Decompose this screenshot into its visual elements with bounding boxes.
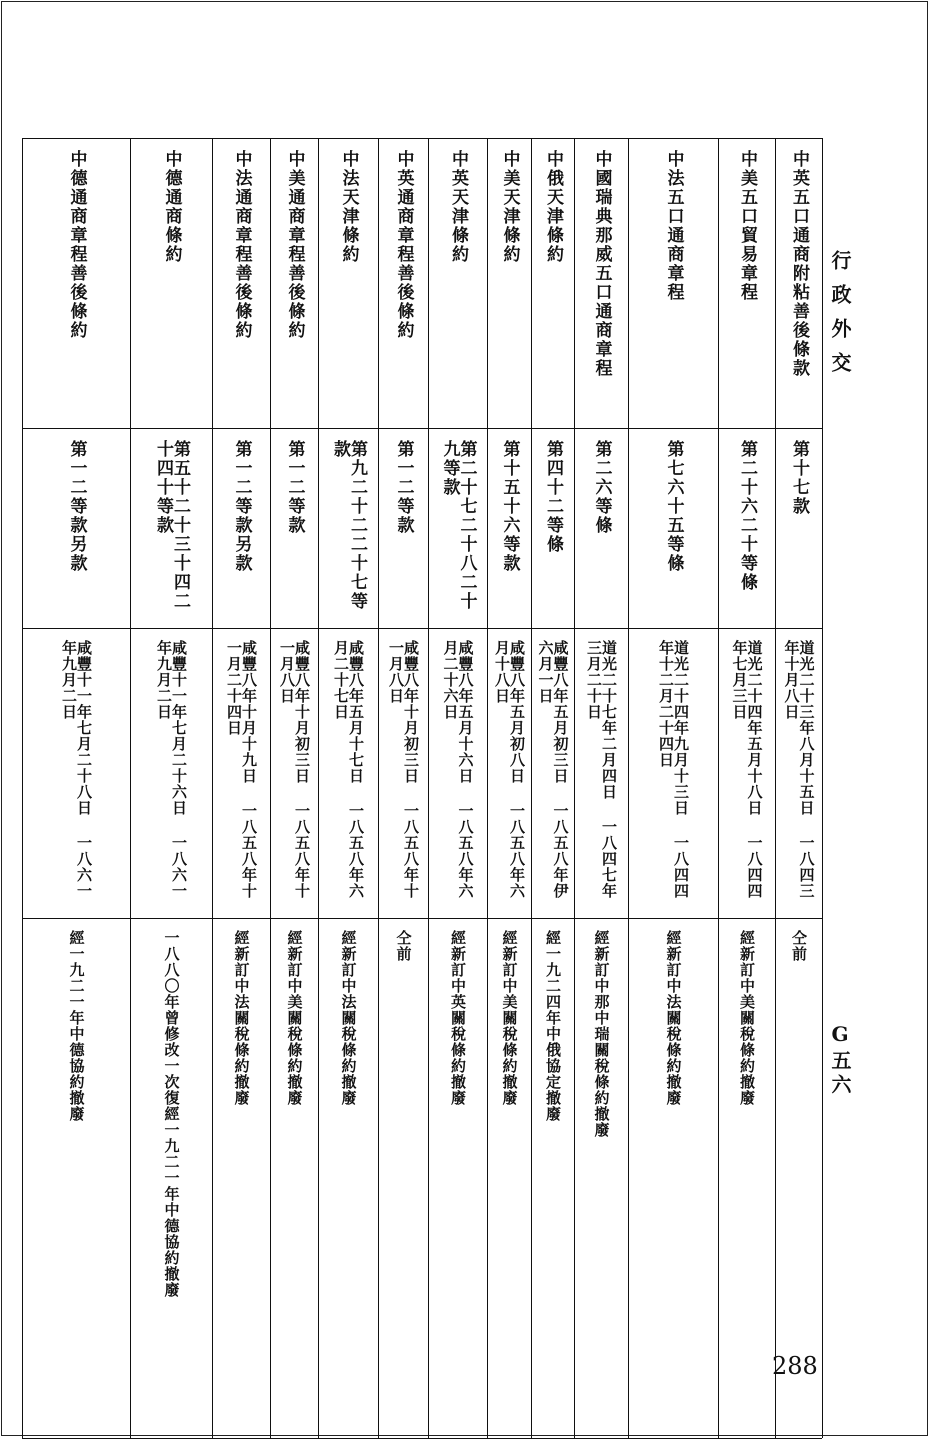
cell-remark — [574, 930, 628, 1430]
cell-articles — [378, 440, 428, 620]
remark-text: 仝前 — [394, 930, 413, 962]
cell-date — [428, 640, 487, 910]
margin-heading: 行政外交 — [828, 250, 852, 386]
cell-treaty-name — [574, 150, 628, 420]
articles-text: 第七六十五等條 — [663, 440, 684, 573]
date-text: 咸豐十一年七月二十六日 一八六一年九月二日 — [155, 640, 188, 899]
cell-remark — [212, 930, 270, 1430]
cell-remark — [718, 930, 775, 1430]
cell-date — [718, 640, 775, 910]
cell-articles — [22, 440, 130, 620]
cell-date — [628, 640, 718, 910]
articles-text: 第二十七二十八二十九等款 — [439, 440, 477, 611]
articles-text: 第四十二等條 — [543, 440, 563, 554]
remark-text: 經新訂中美關稅條約撤廢 — [738, 930, 756, 1106]
cell-remark — [318, 930, 378, 1430]
cell-articles — [270, 440, 318, 620]
cell-articles — [574, 440, 628, 620]
date-text: 道光二十四年九月十三日 一八四四年十二月二十四日 — [657, 640, 690, 899]
cell-articles — [428, 440, 487, 620]
treaty-name-text: 中德通商章程善後條約 — [66, 150, 87, 340]
cell-remark — [270, 930, 318, 1430]
remark-text: 經新訂中美關稅條約撤廢 — [285, 930, 304, 1106]
cell-date — [318, 640, 378, 910]
treaty-name-text: 中美通商章程善後條約 — [284, 150, 305, 340]
cell-articles — [318, 440, 378, 620]
cell-remark — [775, 930, 822, 1430]
cell-treaty-name — [775, 150, 822, 420]
cell-date — [212, 640, 270, 910]
articles-text: 第一二等款 — [284, 440, 305, 535]
cell-treaty-name — [428, 150, 487, 420]
table-rule — [22, 428, 822, 429]
date-text: 道光二十七年二月四日 一八四七年三月二十日 — [585, 640, 618, 899]
date-text: 咸豐八年十月初三日 一八五八年十一月八日 — [278, 640, 311, 899]
treaty-name-text: 中德通商條約 — [161, 150, 182, 264]
remark-text: 經新訂中法關稅條約撤廢 — [339, 930, 358, 1106]
articles-text: 第一二等款 — [393, 440, 414, 535]
articles-text: 第二十六二十等條 — [737, 440, 757, 592]
treaty-name-text: 中法天津條約 — [338, 150, 359, 264]
cell-remark — [428, 930, 487, 1430]
articles-text: 第五十二十三十四二十四十等款 — [153, 440, 190, 611]
date-text: 道光二十四年五月十八日 一八四四年七月三日 — [730, 640, 764, 899]
cell-remark — [628, 930, 718, 1430]
remark-text: 經新訂中那中瑞關稅條約撤廢 — [592, 930, 611, 1138]
cell-remark — [22, 930, 130, 1430]
cell-articles — [212, 440, 270, 620]
articles-text: 第九二十二二十七等款 — [330, 440, 367, 611]
date-text: 道光二十三年八月十五日 一八四三年十月八日 — [782, 640, 816, 899]
remark-text: 經新訂中法關稅條約撤廢 — [232, 930, 251, 1106]
remark-text: 經新訂中英關稅條約撤廢 — [449, 930, 467, 1106]
cell-date — [378, 640, 428, 910]
date-text: 咸豐八年五月十六日 一八五八年六月二十六日 — [441, 640, 475, 899]
remark-text: 仝前 — [790, 930, 808, 962]
treaty-name-text: 中美天津條約 — [499, 150, 520, 264]
cell-date — [775, 640, 822, 910]
treaty-name-text: 中俄天津條約 — [543, 150, 563, 264]
cell-date — [574, 640, 628, 910]
remark-text: 一八八〇年曾修改一次復經一九二一年中德協約撤廢 — [162, 930, 181, 1298]
articles-text: 第二六等條 — [591, 440, 612, 535]
date-text: 咸豐八年十月初三日 一八五八年十一月八日 — [387, 640, 420, 899]
remark-text: 經新訂中法關稅條約撤廢 — [664, 930, 683, 1106]
articles-text: 第一二等款另款 — [66, 440, 87, 573]
remark-text: 經一九二四年中俄協定撤廢 — [544, 930, 562, 1122]
cell-articles — [628, 440, 718, 620]
cell-treaty-name — [718, 150, 775, 420]
cell-treaty-name — [212, 150, 270, 420]
date-text: 咸豐八年十月十九日 一八五八年十一月二十四日 — [225, 640, 258, 899]
cell-treaty-name — [531, 150, 574, 420]
cell-date — [22, 640, 130, 910]
remark-text: 經新訂中美關稅條約撤廢 — [500, 930, 519, 1106]
remark-text: 經一九二一年中德協約撤廢 — [67, 930, 86, 1122]
cell-remark — [378, 930, 428, 1430]
cell-treaty-name — [628, 150, 718, 420]
cell-treaty-name — [318, 150, 378, 420]
treaty-name-text: 中英天津條約 — [448, 150, 468, 264]
cell-treaty-name — [378, 150, 428, 420]
cell-remark — [130, 930, 212, 1430]
cell-articles — [130, 440, 212, 620]
cell-articles — [718, 440, 775, 620]
cell-treaty-name — [270, 150, 318, 420]
treaty-name-text: 中法通商章程善後條約 — [231, 150, 252, 340]
cell-treaty-name — [22, 150, 130, 420]
articles-text: 第十五十六等款 — [499, 440, 520, 573]
cell-date — [487, 640, 531, 910]
cell-articles — [775, 440, 822, 620]
date-text: 咸豐十一年七月二十八日 一八六一年九月二日 — [60, 640, 93, 899]
section-code: G五六 — [828, 1022, 852, 1098]
articles-text: 第十七款 — [789, 440, 809, 516]
date-text: 咸豐八年五月初三日 一八五八年伊六月一日 — [536, 640, 570, 899]
table-rule — [22, 918, 822, 919]
treaty-name-text: 中英通商章程善後條約 — [393, 150, 414, 340]
treaty-name-text: 中英五口通商附粘善後條款 — [789, 150, 809, 378]
treaty-name-text: 中法五口通商章程 — [663, 150, 684, 302]
cell-date — [531, 640, 574, 910]
articles-text: 第一二等款另款 — [231, 440, 252, 573]
table-rule — [22, 138, 822, 139]
cell-treaty-name — [130, 150, 212, 420]
treaty-name-text: 中美五口貿易章程 — [737, 150, 757, 302]
cell-treaty-name — [487, 150, 531, 420]
cell-date — [130, 640, 212, 910]
cell-articles — [487, 440, 531, 620]
cell-remark — [531, 930, 574, 1430]
date-text: 咸豐八年五月初八日 一八五八年六月十八日 — [493, 640, 526, 899]
date-text: 咸豐八年五月十七日 一八五八年六月二十七日 — [332, 640, 365, 899]
cell-date — [270, 640, 318, 910]
page-number: 288 — [772, 1352, 818, 1380]
table-rule — [22, 628, 822, 629]
treaty-name-text: 中國瑞典那威五口通商章程 — [591, 150, 612, 378]
column-rule — [822, 138, 823, 1438]
cell-articles — [531, 440, 574, 620]
cell-remark — [487, 930, 531, 1430]
